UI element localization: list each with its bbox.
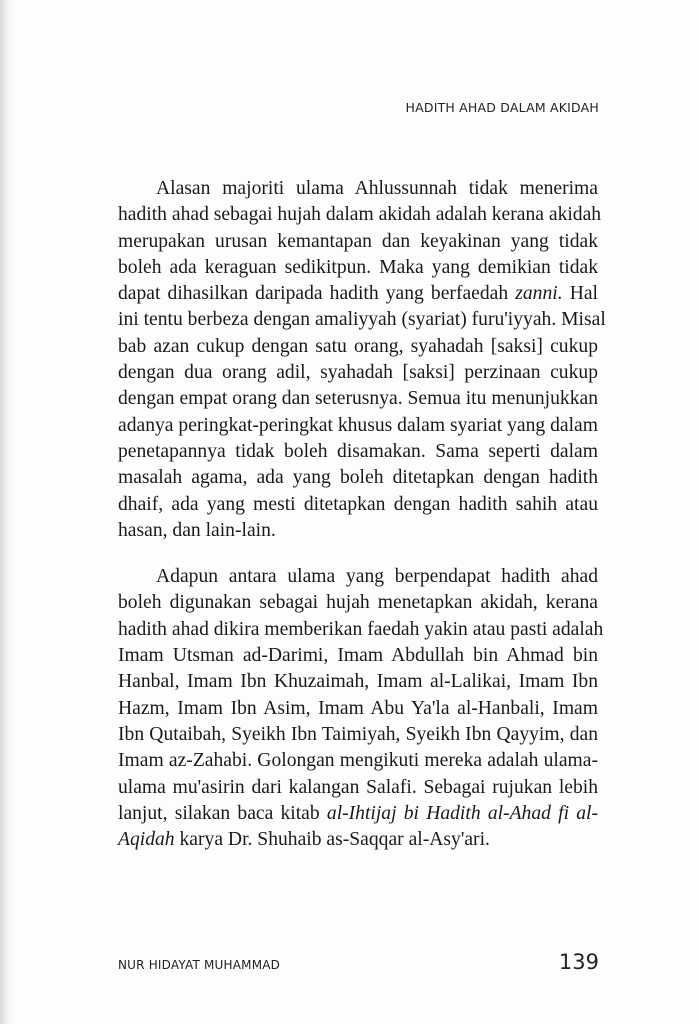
text-line bbox=[118, 413, 598, 439]
paragraph-gap bbox=[118, 544, 598, 564]
text-line bbox=[118, 722, 598, 748]
italic-text: al-Ihtijaj bi Hadith al-Ahad fi al- bbox=[326, 802, 598, 824]
text-run: hadith ahad dikira memberikan faedah yakin atau pasti adalah bbox=[118, 618, 604, 640]
text-line bbox=[118, 617, 604, 643]
text-run: penetapannya tidak boleh disamakan. Sama seperti dalam bbox=[118, 440, 598, 462]
text-line bbox=[118, 775, 598, 801]
text-run: karya Dr. Shuhaib as-Saqqar al-Asy'ari. bbox=[174, 829, 490, 851]
text-run: masalah agama, ada yang boleh ditetapkan dengan hadith bbox=[118, 467, 598, 489]
text-run: hadith ahad sebagai hujah dalam akidah adalah kerana akidah bbox=[118, 204, 602, 226]
text-run: bab azan cukup dengan satu orang, syahadah [saksi] cukup bbox=[118, 335, 598, 357]
text-line bbox=[118, 176, 598, 202]
text-line bbox=[118, 465, 598, 491]
text-run: boleh ada keraguan sedikitpun. Maka yang demikian tidak bbox=[118, 256, 598, 278]
text-run: Hanbal, Imam Ibn Khuzaimah, Imam al-Lalikai, Imam Ibn bbox=[118, 671, 598, 693]
text-line bbox=[118, 564, 598, 590]
text-run: Imam Utsman ad-Darimi, Imam Abdullah bin Ahmad bin bbox=[118, 645, 598, 667]
text-run: Hazm, Imam Ibn Asim, Imam Abu Ya'la al-Hanbali, Imam bbox=[118, 697, 598, 719]
text-run: Adapun antara ulama yang berpendapat hadith ahad bbox=[156, 566, 598, 588]
text-run: adanya peringkat-peringkat khusus dalam syariat yang dalam bbox=[118, 414, 598, 436]
text-run: Imam az-Zahabi. Golongan mengikuti mereka adalah ulama- bbox=[118, 750, 598, 772]
text-line bbox=[118, 386, 598, 412]
text-run: lanjut, silakan baca kitab bbox=[118, 802, 327, 824]
paragraph bbox=[118, 176, 606, 544]
text-line bbox=[118, 827, 598, 853]
text-line bbox=[118, 748, 598, 774]
text-run: ini tentu berbeza dengan amaliyyah (syariat) furu'iyyah. Misal bbox=[118, 309, 606, 331]
text-run: dengan dua orang adil, syahadah [saksi] perzinaan cukup bbox=[118, 362, 598, 384]
text-line bbox=[118, 307, 606, 333]
text-run: dengan empat orang dan seterusnya. Semua itu menunjukkan bbox=[118, 388, 598, 410]
text-line bbox=[118, 801, 598, 827]
text-line bbox=[118, 281, 598, 307]
text-line bbox=[118, 360, 598, 386]
running-header: HADITH AHAD DALAM AKIDAH bbox=[405, 100, 599, 115]
italic-text: Aqidah bbox=[118, 829, 175, 851]
text-run: hasan, dan lain-lain. bbox=[118, 519, 276, 541]
body-text bbox=[118, 176, 606, 853]
text-run: merupakan urusan kemantapan dan keyakinan yang tidak bbox=[118, 230, 598, 252]
footer-author: NUR HIDAYAT MUHAMMAD bbox=[118, 958, 281, 972]
text-run: Hal bbox=[562, 283, 598, 305]
page-number: 139 bbox=[558, 950, 599, 974]
text-line bbox=[118, 643, 598, 669]
text-run: Alasan majoriti ulama Ahlussunnah tidak menerima bbox=[156, 178, 598, 199]
text-run: Ibn Qutaibah, Syeikh Ibn Taimiyah, Syeikh Ibn Qayyim, dan bbox=[118, 723, 598, 745]
text-run: ulama mu'asirin dari kalangan Salafi. Sebagai rujukan lebih bbox=[118, 776, 598, 798]
text-line bbox=[118, 334, 598, 360]
text-line bbox=[118, 229, 598, 255]
page-edge-shadow bbox=[0, 0, 14, 1024]
text-run: dhaif, ada yang mesti ditetapkan dengan hadith sahih atau bbox=[118, 493, 598, 515]
text-run: dapat dihasilkan daripada hadith yang berfaedah bbox=[118, 283, 516, 305]
paragraph bbox=[118, 564, 604, 853]
text-line bbox=[118, 492, 598, 518]
text-line bbox=[118, 590, 598, 616]
italic-text: zanni. bbox=[515, 283, 563, 305]
text-line bbox=[118, 202, 602, 228]
text-line bbox=[118, 696, 598, 722]
text-line bbox=[118, 669, 598, 695]
text-run: boleh digunakan sebagai hujah menetapkan akidah, kerana bbox=[118, 592, 598, 614]
text-line bbox=[118, 518, 598, 544]
text-line bbox=[118, 255, 598, 281]
text-line bbox=[118, 439, 598, 465]
